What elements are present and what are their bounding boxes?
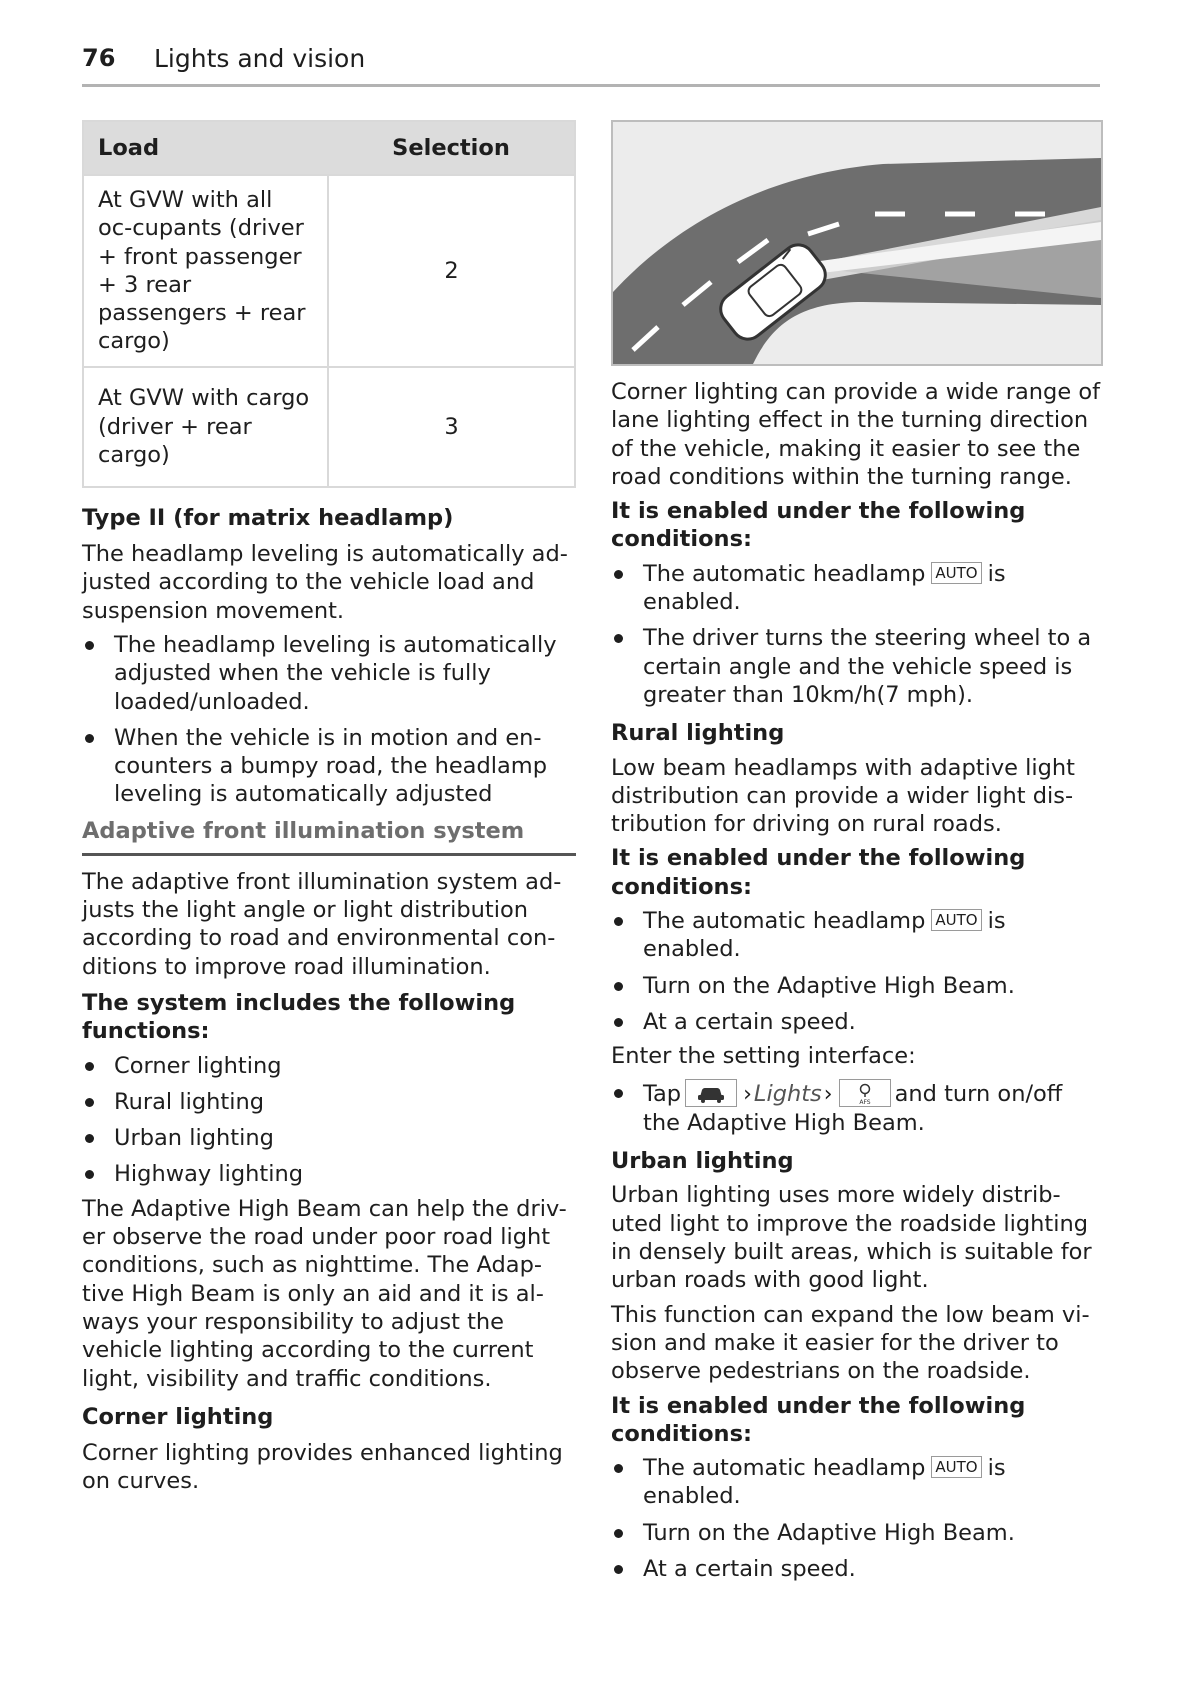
type2-bullets (82, 631, 576, 809)
bullet-icon (85, 641, 94, 650)
list-item: Highway lighting (82, 1160, 576, 1188)
functions-heading: The system includes the following functions: (82, 989, 516, 1045)
bullet-icon (85, 1098, 94, 1107)
corner-heading: Corner lighting (82, 1403, 274, 1430)
lights-menu-item[interactable]: Lights (753, 1080, 822, 1107)
list-item: The automatic headlamp AUTO is enabled. (611, 560, 1103, 617)
chevron-right-icon: › (823, 1081, 833, 1107)
afs-body: The adaptive front illumination system ad-justs the light angle or light distribution according to road and environmental con-ditions to improve road illumination. (82, 868, 562, 980)
rural-body: Low beam headlamps with adaptive light distribution can provide a wider light dis-tribution for driving on rural roads. (611, 754, 1076, 838)
page-header (82, 44, 1100, 87)
afs-heading: Adaptive front illumination system (82, 817, 576, 856)
table-row (83, 367, 575, 487)
list-item: At a certain speed. (611, 1555, 1103, 1583)
list-item: The driver turns the steering wheel to a certain angle and the vehicle speed is greater than 10km/h(7 mph). (611, 624, 1103, 709)
list-item: Turn on the Adaptive High Beam. (611, 972, 1103, 1000)
corner-lighting-diagram (613, 122, 1101, 364)
list-item: When the vehicle is in motion and en-counters a bumpy road, the headlamp leveling is automatically adjusted (82, 724, 576, 809)
bullet-icon (85, 1170, 94, 1179)
left-column (82, 120, 576, 1496)
table-header-load: Load (83, 121, 328, 175)
auto-headlamp-icon: AUTO (931, 909, 981, 931)
bullet-icon (85, 1134, 94, 1143)
setting-steps (611, 1079, 1103, 1138)
list-item: Rural lighting (82, 1088, 576, 1116)
bullet-icon (614, 982, 623, 991)
enabled-heading-corner: It is enabled under the following conditions: (611, 498, 1026, 553)
table-cell-selection: 2 (328, 175, 575, 367)
table-header-row (83, 121, 575, 175)
page-number: 76 (82, 44, 116, 72)
chevron-right-icon: › (743, 1081, 752, 1107)
bullet-icon (85, 734, 94, 743)
right-column (611, 120, 1103, 1583)
bullet-icon (614, 1565, 623, 1574)
list-item: The automatic headlamp AUTO is enabled. (611, 1454, 1103, 1511)
list-item: Urban lighting (82, 1124, 576, 1152)
urban-body-1: Urban lighting uses more widely distrib-uted light to improve the roadside lighting in densely built areas, which is suitable for urban roads with good light. (611, 1182, 1092, 1294)
table-row (83, 175, 575, 367)
list-item: The headlamp leveling is automatically adjusted when the vehicle is fully loaded/unloaded. (82, 631, 576, 716)
rural-heading: Rural lighting (611, 720, 785, 747)
afs-icon[interactable] (839, 1079, 891, 1107)
type2-heading: Type II (for matrix headlamp) (82, 504, 454, 531)
list-item: At a certain speed. (611, 1008, 1103, 1036)
bullet-icon (614, 917, 623, 926)
car-icon[interactable] (685, 1079, 737, 1107)
ahb-body: The Adaptive High Beam can help the driv-er observe the road under poor road light conditions, such as nighttime. The Adap-tive High Beam is only an aid and it is al-ways your responsibility to adjust the vehicle lighting according to the current light, visibility and traffic conditions. (82, 1195, 567, 1392)
list-item: Turn on the Adaptive High Beam. (611, 1519, 1103, 1547)
bullet-icon (614, 1018, 623, 1027)
enabled-heading-rural: It is enabled under the following conditions: (611, 845, 1026, 900)
list-item: The automatic headlamp AUTO is enabled. (611, 907, 1103, 964)
enabled-heading-urban: It is enabled under the following conditions: (611, 1392, 1026, 1447)
bullet-icon (614, 1529, 623, 1538)
urban-heading: Urban lighting (611, 1148, 794, 1175)
functions-list (82, 1052, 576, 1189)
table-header-selection: Selection (328, 121, 575, 175)
svg-text:AFS: AFS (858, 1098, 871, 1106)
list-item: Corner lighting (82, 1052, 576, 1080)
load-selection-table (82, 120, 576, 488)
corner-desc: Corner lighting can provide a wide range of lane lighting effect in the turning direction of the vehicle, making it easier to see the road conditions within the turning range. (611, 379, 1101, 490)
corner-lighting-illustration (611, 120, 1103, 366)
list-item: Tap ›Lights› AFS and turn on/off the Adaptive High Beam. (611, 1079, 1103, 1138)
corner-body: Corner lighting provides enhanced lighting on curves. (82, 1440, 563, 1495)
bullet-icon (614, 1464, 623, 1473)
bullet-icon (614, 570, 623, 579)
table-cell-load: At GVW with all oc-cupants (driver + front passenger + 3 rear passengers + rear cargo) (83, 175, 328, 367)
corner-conditions (611, 560, 1103, 709)
bullet-icon (614, 634, 623, 643)
auto-headlamp-icon: AUTO (931, 1456, 981, 1478)
section-title: Lights and vision (154, 44, 366, 73)
rural-conditions (611, 907, 1103, 1036)
table-cell-load: At GVW with cargo (driver + rear cargo) (83, 367, 328, 487)
urban-body-2: This function can expand the low beam vi-sion and make it easier for the driver to observe pedestrians on the roadside. (611, 1301, 1090, 1385)
bullet-icon (614, 1089, 623, 1098)
enter-setting: Enter the setting interface: (611, 1043, 916, 1070)
urban-conditions (611, 1454, 1103, 1583)
table-cell-selection: 3 (328, 367, 575, 487)
type2-body: The headlamp leveling is automatically ad-justed according to the vehicle load and suspension movement. (82, 541, 568, 624)
auto-headlamp-icon: AUTO (931, 562, 981, 584)
bullet-icon (85, 1062, 94, 1071)
